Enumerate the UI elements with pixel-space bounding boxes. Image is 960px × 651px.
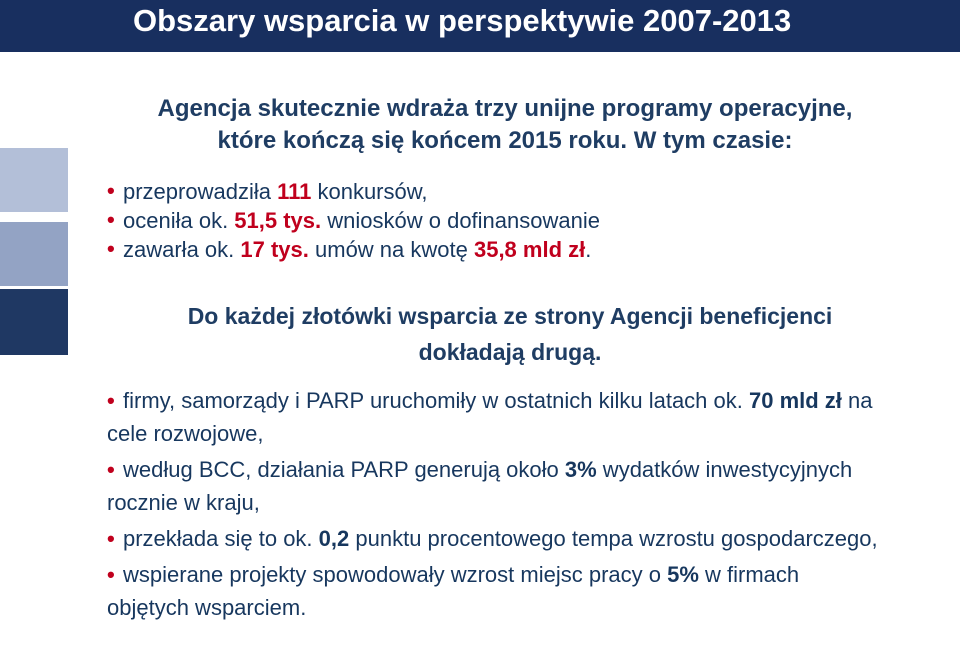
bullet-icon: • [107, 526, 115, 551]
effects-item-investment: • firmy, samorządy i PARP uruchomiły w ostatnich kilku latach ok. 70 mld zł na cele rozwojowe, [107, 384, 887, 450]
title-bar [0, 0, 960, 52]
bullet-icon: • [107, 388, 115, 413]
intro-line-1: Agencja skutecznie wdraża trzy unijne programy operacyjne, [157, 95, 853, 122]
effects-item-jobs: • wspierane projekty spowodowały wzrost miejsc pracy o 5% w firmach objętych wsparciem. [107, 558, 887, 624]
intro-line-2: które kończą się końcem 2015 roku. W tym czasie: [217, 127, 793, 154]
highlight-line-1: Do każdej złotówki wsparcia ze strony Agencji beneficjenci [187, 303, 833, 329]
bullet-icon: • [107, 562, 115, 587]
stats-list [107, 177, 867, 264]
stats-item-contests: • przeprowadziła 111 konkursów, [107, 178, 428, 204]
effects-list [107, 384, 887, 627]
stats-item-applications: • oceniła ok. 51,5 tys. wniosków o dofinansowanie [107, 207, 600, 233]
effects-item-bcc: • według BCC, działania PARP generują około 3% wydatków inwestycyjnych rocznie w kraju, [107, 453, 887, 519]
bullet-icon: • [107, 236, 115, 261]
decor-square-light [0, 148, 68, 212]
intro-text [110, 93, 900, 157]
bullet-icon: • [107, 457, 115, 482]
bullet-icon: • [107, 207, 115, 232]
slide-title: Obszary wsparcia w perspektywie 2007-2013 [133, 3, 792, 38]
decor-square-medium [0, 222, 68, 286]
decor-square-dark [0, 289, 68, 355]
highlight-line-2: dokładają drugą. [418, 339, 602, 365]
stats-item-contracts: • zawarła ok. 17 tys. umów na kwotę 35,8 mld zł. [107, 236, 592, 262]
bullet-icon: • [107, 178, 115, 203]
highlight-statement [140, 298, 880, 370]
effects-item-growth: • przekłada się to ok. 0,2 punktu procentowego tempa wzrostu gospodarczego, [107, 522, 887, 555]
